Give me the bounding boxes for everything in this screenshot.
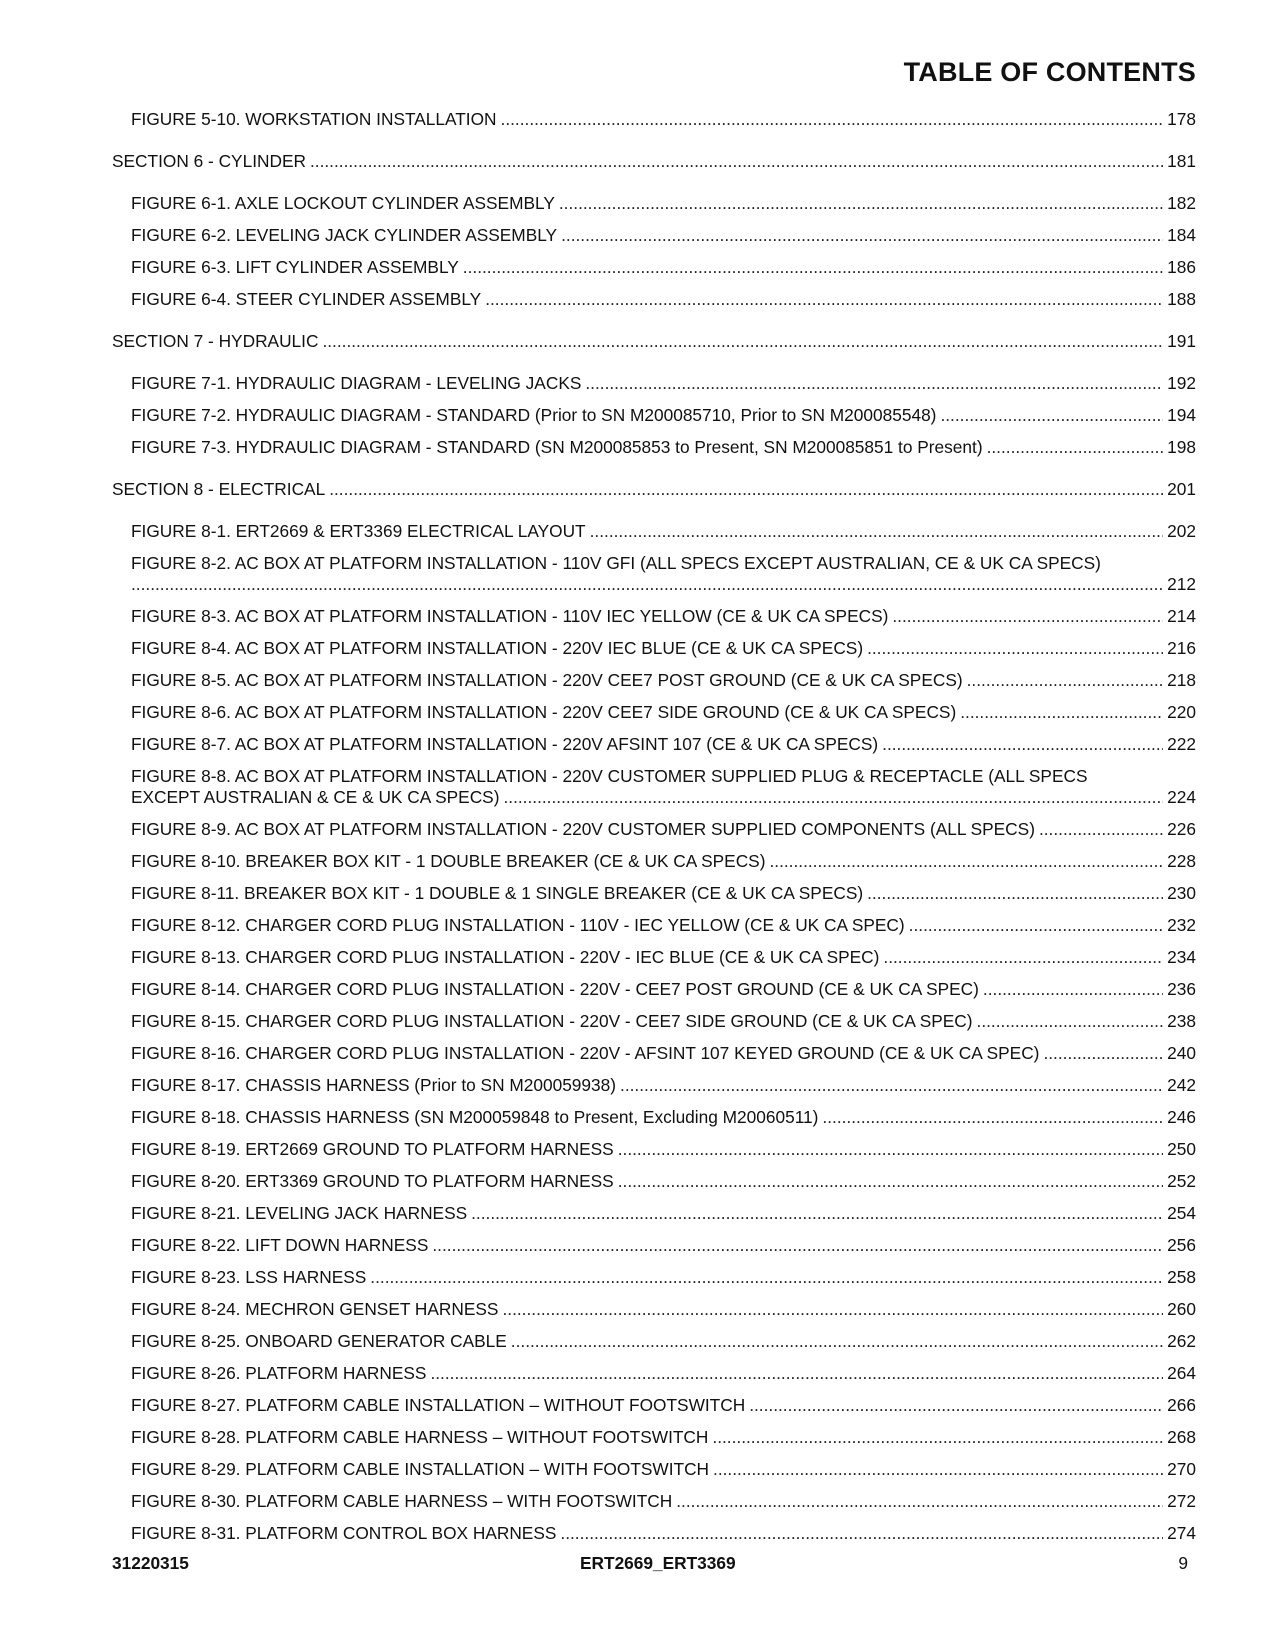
toc-page-number: 260 bbox=[1167, 1299, 1196, 1319]
toc-entry-title: FIGURE 8-30. PLATFORM CABLE HARNESS – WITH FOOTSWITCH bbox=[131, 1491, 673, 1511]
toc-page-number: 270 bbox=[1167, 1459, 1196, 1479]
toc-entry-title: FIGURE 8-24. MECHRON GENSET HARNESS bbox=[131, 1299, 499, 1319]
toc-figure-entry[interactable] bbox=[112, 289, 1196, 321]
toc-figure-entry[interactable] bbox=[112, 734, 1196, 766]
toc-entry-title: FIGURE 8-20. ERT3369 GROUND TO PLATFORM HARNESS bbox=[131, 1171, 614, 1191]
toc-entry-title: FIGURE 8-23. LSS HARNESS bbox=[131, 1267, 367, 1287]
toc-figure-entry[interactable] bbox=[112, 1331, 1196, 1363]
toc-entry-title: FIGURE 8-4. AC BOX AT PLATFORM INSTALLATION - 220V IEC BLUE (CE & UK CA SPECS) bbox=[131, 638, 864, 658]
toc-entry-line bbox=[131, 734, 1196, 755]
dot-leader bbox=[940, 405, 1163, 426]
toc-page-number: 234 bbox=[1167, 947, 1196, 967]
toc-entry-line bbox=[131, 1171, 1196, 1192]
toc-entry-line bbox=[131, 257, 1196, 278]
toc-page-number: 216 bbox=[1167, 638, 1196, 658]
toc-entry-line bbox=[131, 109, 1196, 130]
dot-leader bbox=[1043, 1043, 1163, 1064]
toc-figure-entry[interactable] bbox=[112, 257, 1196, 289]
toc-entry-title: FIGURE 6-2. LEVELING JACK CYLINDER ASSEMBLY bbox=[131, 225, 558, 245]
toc-entry-title: FIGURE 8-11. BREAKER BOX KIT - 1 DOUBLE & 1 SINGLE BREAKER (CE & UK CA SPECS) bbox=[131, 883, 864, 903]
toc-page-number: 238 bbox=[1167, 1011, 1196, 1031]
page-title: TABLE OF CONTENTS bbox=[903, 57, 1196, 87]
toc-entry-line bbox=[131, 1491, 1196, 1512]
dot-leader bbox=[1039, 819, 1163, 840]
toc-entry-line bbox=[131, 1235, 1196, 1256]
toc-entry-title: FIGURE 8-18. CHASSIS HARNESS (SN M200059848 to Present, Excluding M20060511) bbox=[131, 1107, 819, 1127]
toc-page-number: 178 bbox=[1167, 109, 1196, 129]
dot-leader bbox=[769, 851, 1163, 872]
dot-leader bbox=[712, 1427, 1163, 1448]
toc-entry-title: FIGURE 8-16. CHARGER CORD PLUG INSTALLATION - 220V - AFSINT 107 KEYED GROUND (CE & UK CA SPEC) bbox=[131, 1043, 1040, 1063]
toc-entry-line bbox=[131, 1331, 1196, 1352]
toc-section-entry[interactable] bbox=[112, 151, 1196, 183]
toc-figure-entry[interactable] bbox=[112, 1171, 1196, 1203]
toc-figure-entry[interactable] bbox=[112, 521, 1196, 553]
dot-leader bbox=[131, 574, 1163, 595]
dot-leader bbox=[960, 702, 1163, 723]
toc-entry-line bbox=[131, 437, 1196, 458]
toc-figure-entry[interactable] bbox=[112, 947, 1196, 979]
toc-entry-line bbox=[131, 702, 1196, 723]
toc-entry-line bbox=[131, 606, 1196, 627]
toc-page-number: 212 bbox=[1167, 574, 1196, 594]
toc-figure-entry[interactable] bbox=[112, 1203, 1196, 1235]
toc-entry-line bbox=[131, 1203, 1196, 1224]
toc-page-number: 236 bbox=[1167, 979, 1196, 999]
toc-entry-line bbox=[131, 1043, 1196, 1064]
dot-leader bbox=[511, 1331, 1163, 1352]
toc-entry-title: FIGURE 8-13. CHARGER CORD PLUG INSTALLATION - 220V - IEC BLUE (CE & UK CA SPEC) bbox=[131, 947, 880, 967]
toc-figure-entry[interactable] bbox=[112, 1395, 1196, 1427]
toc-page-number: 274 bbox=[1167, 1523, 1196, 1543]
toc-entry-line bbox=[131, 193, 1196, 214]
toc-entry-line bbox=[131, 1299, 1196, 1320]
dot-leader bbox=[501, 109, 1164, 130]
toc-section-entry[interactable] bbox=[112, 331, 1196, 363]
toc-figure-entry[interactable] bbox=[112, 373, 1196, 405]
toc-figure-entry[interactable] bbox=[112, 702, 1196, 734]
dot-leader bbox=[620, 1075, 1163, 1096]
toc-entry-title: FIGURE 8-10. BREAKER BOX KIT - 1 DOUBLE BREAKER (CE & UK CA SPECS) bbox=[131, 851, 766, 871]
toc-page-number: 184 bbox=[1167, 225, 1196, 245]
toc-figure-entry[interactable] bbox=[112, 1107, 1196, 1139]
table-of-contents bbox=[112, 109, 1196, 1555]
toc-page-number: 264 bbox=[1167, 1363, 1196, 1383]
dot-leader bbox=[370, 1267, 1163, 1288]
toc-page-number: 202 bbox=[1167, 521, 1196, 541]
toc-page-number: 254 bbox=[1167, 1203, 1196, 1223]
dot-leader bbox=[560, 1523, 1163, 1544]
dot-leader bbox=[749, 1395, 1163, 1416]
toc-figure-entry[interactable] bbox=[112, 1235, 1196, 1267]
toc-entry-title: SECTION 6 - CYLINDER bbox=[112, 151, 306, 171]
dot-leader bbox=[909, 915, 1163, 936]
toc-entry-line bbox=[112, 479, 1196, 500]
toc-entry-title: FIGURE 8-15. CHARGER CORD PLUG INSTALLATION - 220V - CEE7 SIDE GROUND (CE & UK CA SPEC) bbox=[131, 1011, 973, 1031]
toc-entry-line bbox=[131, 670, 1196, 691]
toc-page-number: 256 bbox=[1167, 1235, 1196, 1255]
dot-leader bbox=[502, 1299, 1163, 1320]
dot-leader bbox=[618, 1139, 1163, 1160]
toc-section-entry[interactable] bbox=[112, 479, 1196, 511]
toc-entry-title: FIGURE 8-8. AC BOX AT PLATFORM INSTALLATION - 220V CUSTOMER SUPPLIED PLUG & RECEPTACLE (ALL SPECS bbox=[131, 766, 1088, 786]
toc-entry-line bbox=[131, 1427, 1196, 1448]
toc-figure-entry[interactable] bbox=[112, 915, 1196, 947]
toc-figure-entry[interactable] bbox=[112, 670, 1196, 702]
toc-page-number: 214 bbox=[1167, 606, 1196, 626]
toc-entry-line bbox=[131, 1459, 1196, 1480]
toc-entry-title: FIGURE 8-19. ERT2669 GROUND TO PLATFORM HARNESS bbox=[131, 1139, 614, 1159]
toc-figure-entry[interactable] bbox=[112, 1075, 1196, 1107]
toc-entry-line bbox=[131, 574, 1196, 595]
toc-entry-line bbox=[131, 1363, 1196, 1384]
toc-entry-title: FIGURE 6-4. STEER CYLINDER ASSEMBLY bbox=[131, 289, 482, 309]
dot-leader bbox=[430, 1363, 1163, 1384]
toc-entry-title: FIGURE 7-3. HYDRAULIC DIAGRAM - STANDARD (SN M200085853 to Present, SN M200085851 to Present) bbox=[131, 437, 983, 457]
toc-entry-line bbox=[131, 1011, 1196, 1032]
toc-page-number: 186 bbox=[1167, 257, 1196, 277]
toc-figure-entry[interactable] bbox=[112, 1267, 1196, 1299]
dot-leader bbox=[561, 225, 1163, 246]
toc-entry-title: FIGURE 8-28. PLATFORM CABLE HARNESS – WITHOUT FOOTSWITCH bbox=[131, 1427, 709, 1447]
toc-figure-entry[interactable] bbox=[112, 1459, 1196, 1491]
toc-entry-line bbox=[131, 883, 1196, 904]
toc-figure-entry[interactable] bbox=[112, 979, 1196, 1011]
toc-page-number: 266 bbox=[1167, 1395, 1196, 1415]
toc-page-number: 272 bbox=[1167, 1491, 1196, 1511]
toc-figure-entry[interactable] bbox=[112, 109, 1196, 141]
dot-leader bbox=[329, 479, 1163, 500]
dot-leader bbox=[585, 373, 1163, 394]
toc-entry-title: FIGURE 8-1. ERT2669 & ERT3369 ELECTRICAL LAYOUT bbox=[131, 521, 586, 541]
toc-figure-entry[interactable] bbox=[112, 883, 1196, 915]
toc-entry-line bbox=[112, 331, 1196, 352]
toc-entry-line bbox=[131, 947, 1196, 968]
dot-leader bbox=[471, 1203, 1163, 1224]
toc-entry-line bbox=[131, 521, 1196, 542]
dot-leader bbox=[503, 787, 1163, 808]
toc-figure-entry[interactable] bbox=[112, 1491, 1196, 1523]
toc-figure-entry[interactable] bbox=[112, 1043, 1196, 1075]
toc-page-number: 224 bbox=[1167, 787, 1196, 807]
dot-leader bbox=[713, 1459, 1163, 1480]
toc-entry-title: FIGURE 8-7. AC BOX AT PLATFORM INSTALLATION - 220V AFSINT 107 (CE & UK CA SPECS) bbox=[131, 734, 879, 754]
toc-entry-title: FIGURE 8-2. AC BOX AT PLATFORM INSTALLATION - 110V GFI (ALL SPECS EXCEPT AUSTRALIAN, CE & UK CA SPECS) bbox=[131, 553, 1101, 573]
toc-entry-title: FIGURE 7-2. HYDRAULIC DIAGRAM - STANDARD (Prior to SN M200085710, Prior to SN M200085548) bbox=[131, 405, 937, 425]
toc-page-number: 242 bbox=[1167, 1075, 1196, 1095]
dot-leader bbox=[967, 670, 1164, 691]
dot-leader bbox=[676, 1491, 1163, 1512]
dot-leader bbox=[867, 638, 1163, 659]
toc-page-number: 192 bbox=[1167, 373, 1196, 393]
dot-leader bbox=[310, 151, 1163, 172]
toc-page-number: 188 bbox=[1167, 289, 1196, 309]
toc-entry-title: FIGURE 8-26. PLATFORM HARNESS bbox=[131, 1363, 427, 1383]
toc-page-number: 246 bbox=[1167, 1107, 1196, 1127]
toc-entry-title: FIGURE 8-25. ONBOARD GENERATOR CABLE bbox=[131, 1331, 507, 1351]
toc-page-number: 182 bbox=[1167, 193, 1196, 213]
toc-entry-line bbox=[131, 787, 1196, 808]
toc-page-number: 198 bbox=[1167, 437, 1196, 457]
toc-page-number: 218 bbox=[1167, 670, 1196, 690]
toc-entry-title: FIGURE 8-17. CHASSIS HARNESS (Prior to SN M200059938) bbox=[131, 1075, 617, 1095]
toc-figure-entry[interactable] bbox=[112, 851, 1196, 883]
toc-page-number: 194 bbox=[1167, 405, 1196, 425]
dot-leader bbox=[892, 606, 1163, 627]
dot-leader bbox=[559, 193, 1163, 214]
toc-entry-title: FIGURE 8-21. LEVELING JACK HARNESS bbox=[131, 1203, 468, 1223]
toc-entry-title: FIGURE 6-1. AXLE LOCKOUT CYLINDER ASSEMBLY bbox=[131, 193, 555, 213]
toc-entry-title: FIGURE 8-5. AC BOX AT PLATFORM INSTALLATION - 220V CEE7 POST GROUND (CE & UK CA SPECS) bbox=[131, 670, 963, 690]
dot-leader bbox=[867, 883, 1163, 904]
dot-leader bbox=[618, 1171, 1163, 1192]
toc-entry-title: FIGURE 8-29. PLATFORM CABLE INSTALLATION – WITH FOOTSWITCH bbox=[131, 1459, 710, 1479]
dot-leader bbox=[485, 289, 1163, 310]
dot-leader bbox=[983, 979, 1163, 1000]
toc-entry-line bbox=[131, 1107, 1196, 1128]
toc-figure-entry[interactable] bbox=[112, 1427, 1196, 1459]
toc-figure-entry[interactable] bbox=[112, 1363, 1196, 1395]
toc-entry-line bbox=[131, 1267, 1196, 1288]
toc-figure-entry[interactable] bbox=[112, 405, 1196, 437]
dot-leader bbox=[987, 437, 1164, 458]
toc-entry-title: FIGURE 8-12. CHARGER CORD PLUG INSTALLATION - 110V - IEC YELLOW (CE & UK CA SPEC) bbox=[131, 915, 905, 935]
footer-model: ERT2669_ERT3369 bbox=[580, 1553, 736, 1573]
toc-figure-entry[interactable] bbox=[112, 606, 1196, 638]
toc-page-number: 258 bbox=[1167, 1267, 1196, 1287]
toc-page-number: 240 bbox=[1167, 1043, 1196, 1063]
toc-entry-line bbox=[131, 1523, 1196, 1544]
dot-leader bbox=[463, 257, 1163, 278]
toc-entry-title: FIGURE 8-6. AC BOX AT PLATFORM INSTALLATION - 220V CEE7 SIDE GROUND (CE & UK CA SPECS) bbox=[131, 702, 957, 722]
toc-entry-line bbox=[131, 1075, 1196, 1096]
toc-page-number: 232 bbox=[1167, 915, 1196, 935]
toc-entry-line bbox=[131, 915, 1196, 936]
toc-figure-entry[interactable] bbox=[112, 1139, 1196, 1171]
toc-entry-title: FIGURE 8-9. AC BOX AT PLATFORM INSTALLATION - 220V CUSTOMER SUPPLIED COMPONENTS (ALL SPECS) bbox=[131, 819, 1035, 839]
toc-page-number: 230 bbox=[1167, 883, 1196, 903]
dot-leader bbox=[977, 1011, 1164, 1032]
toc-entry-title-continuation: EXCEPT AUSTRALIAN & CE & UK CA SPECS) bbox=[131, 787, 500, 807]
toc-figure-entry[interactable] bbox=[112, 193, 1196, 225]
toc-page-number: 268 bbox=[1167, 1427, 1196, 1447]
toc-entry-line bbox=[131, 289, 1196, 310]
footer-page-number: 9 bbox=[1178, 1553, 1188, 1573]
toc-entry-title: FIGURE 7-1. HYDRAULIC DIAGRAM - LEVELING JACKS bbox=[131, 373, 582, 393]
toc-entry-title: FIGURE 8-27. PLATFORM CABLE INSTALLATION – WITHOUT FOOTSWITCH bbox=[131, 1395, 746, 1415]
dot-leader bbox=[590, 521, 1164, 542]
toc-page-number: 226 bbox=[1167, 819, 1196, 839]
dot-leader bbox=[822, 1107, 1163, 1128]
toc-entry-line bbox=[131, 979, 1196, 1000]
toc-entry-line bbox=[131, 405, 1196, 426]
toc-figure-entry[interactable] bbox=[112, 1299, 1196, 1331]
toc-entry-line bbox=[131, 1139, 1196, 1160]
dot-leader bbox=[322, 331, 1163, 352]
toc-page-number: 222 bbox=[1167, 734, 1196, 754]
dot-leader bbox=[883, 947, 1163, 968]
toc-entry-title: FIGURE 8-3. AC BOX AT PLATFORM INSTALLATION - 110V IEC YELLOW (CE & UK CA SPECS) bbox=[131, 606, 889, 626]
toc-figure-entry[interactable] bbox=[112, 553, 1196, 606]
toc-entry-line bbox=[131, 819, 1196, 840]
toc-page-number: 191 bbox=[1167, 331, 1196, 351]
toc-figure-entry[interactable] bbox=[112, 819, 1196, 851]
footer-document-number: 31220315 bbox=[112, 1553, 189, 1573]
toc-page-number: 252 bbox=[1167, 1171, 1196, 1191]
toc-page-number: 201 bbox=[1167, 479, 1196, 499]
dot-leader bbox=[882, 734, 1163, 755]
toc-entry-title: FIGURE 5-10. WORKSTATION INSTALLATION bbox=[131, 109, 497, 129]
toc-figure-entry[interactable] bbox=[112, 766, 1196, 819]
toc-entry-line bbox=[131, 373, 1196, 394]
toc-figure-entry[interactable] bbox=[112, 1523, 1196, 1555]
toc-entry-line bbox=[131, 851, 1196, 872]
toc-figure-entry[interactable] bbox=[112, 638, 1196, 670]
toc-page-number: 181 bbox=[1167, 151, 1196, 171]
toc-entry-title: FIGURE 8-14. CHARGER CORD PLUG INSTALLATION - 220V - CEE7 POST GROUND (CE & UK CA SPEC) bbox=[131, 979, 979, 999]
dot-leader bbox=[432, 1235, 1163, 1256]
toc-page-number: 250 bbox=[1167, 1139, 1196, 1159]
toc-entry-line bbox=[131, 638, 1196, 659]
toc-figure-entry[interactable] bbox=[112, 437, 1196, 469]
toc-page-number: 228 bbox=[1167, 851, 1196, 871]
toc-entry-title: FIGURE 8-22. LIFT DOWN HARNESS bbox=[131, 1235, 429, 1255]
toc-page-number: 220 bbox=[1167, 702, 1196, 722]
toc-entry-line bbox=[131, 1395, 1196, 1416]
toc-entry-line bbox=[112, 151, 1196, 172]
toc-entry-title: FIGURE 8-31. PLATFORM CONTROL BOX HARNESS bbox=[131, 1523, 557, 1543]
toc-entry-title: SECTION 7 - HYDRAULIC bbox=[112, 331, 319, 351]
toc-figure-entry[interactable] bbox=[112, 225, 1196, 257]
page-footer bbox=[112, 1553, 1196, 1575]
toc-figure-entry[interactable] bbox=[112, 1011, 1196, 1043]
toc-entry-title: SECTION 8 - ELECTRICAL bbox=[112, 479, 326, 499]
toc-entry-title: FIGURE 6-3. LIFT CYLINDER ASSEMBLY bbox=[131, 257, 459, 277]
toc-page-number: 262 bbox=[1167, 1331, 1196, 1351]
toc-entry-line bbox=[131, 225, 1196, 246]
